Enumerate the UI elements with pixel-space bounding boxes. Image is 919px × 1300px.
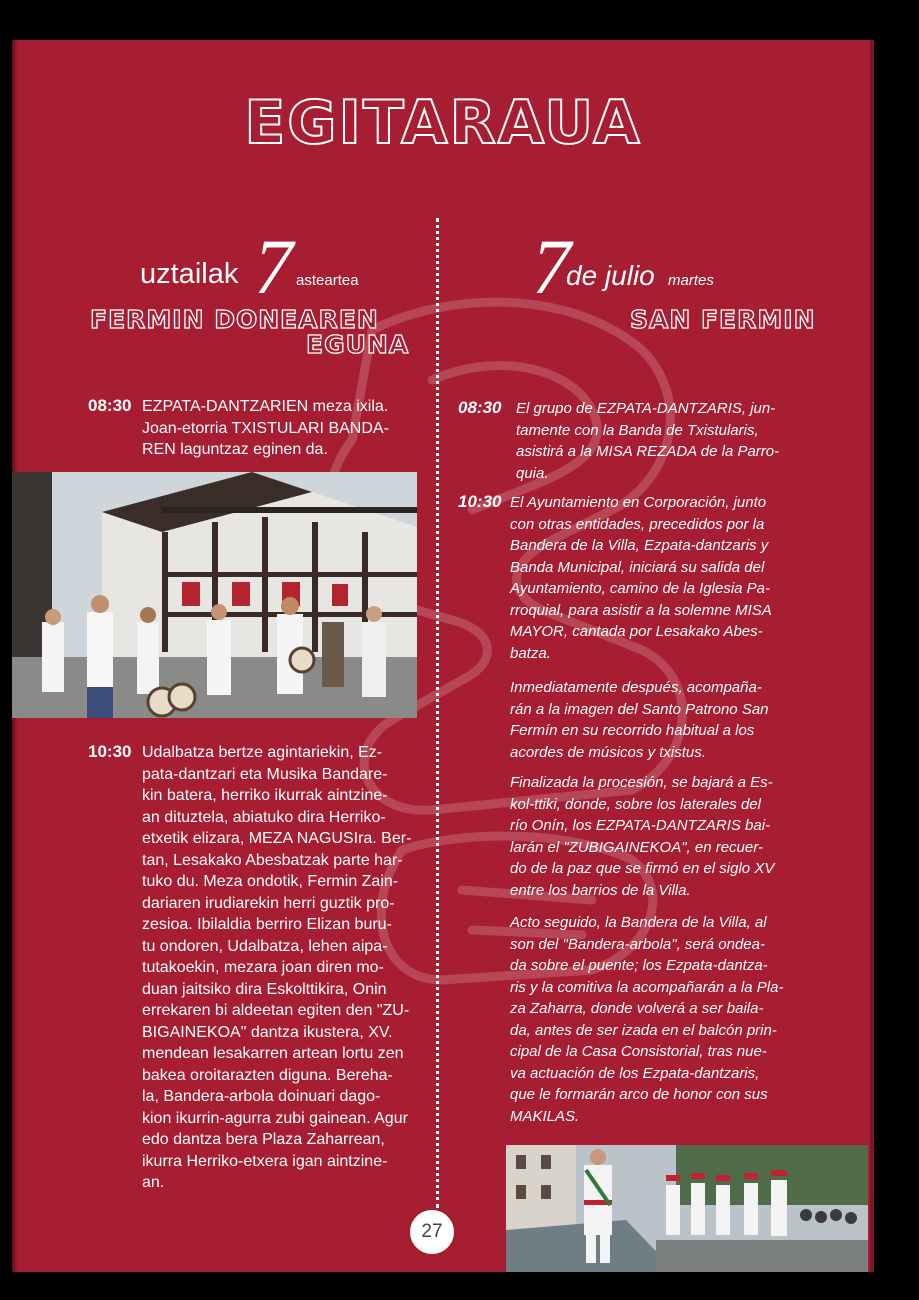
paragraph <box>510 912 798 1127</box>
text-line: río Onín, los EZPATA-DANTZARIS bai- <box>510 817 771 834</box>
text-line: quia. <box>516 464 549 482</box>
text-line: da, antes de ser izada en el balcón prin- <box>510 1021 777 1039</box>
text-line: la, Bandera-arbola doinuari dago- <box>142 1088 381 1105</box>
text-line: El grupo de EZPATA-DANTZARIS, jun- <box>516 400 776 417</box>
event-time: 08:30 <box>458 398 502 417</box>
weekday-label: asteartea <box>296 272 359 289</box>
text-line: batza. <box>510 644 551 662</box>
event-description <box>516 398 798 484</box>
text-line: ikurra Herriko-etxera igan aintzine- <box>142 1152 388 1170</box>
text-line: tan, Lesakako Abesbatzak parte har- <box>142 851 403 869</box>
day-number: 7 <box>254 223 293 310</box>
page-edge <box>870 40 874 1272</box>
text-line: mendean lesakarren artean lortu zen <box>142 1045 404 1062</box>
day-number-right: 7 <box>532 223 571 310</box>
text-line: kin batera, herriko ikurrak aintzine- <box>142 787 388 804</box>
right-date-header <box>532 223 772 310</box>
left-heading-line1: FERMIN DONEAREN <box>90 305 379 334</box>
text-line: pata-dantzari eta Musika Bandare- <box>142 765 388 783</box>
text-line: EZPATA-DANTZARIEN meza ixila. <box>142 398 389 415</box>
weekday-right: martes <box>668 272 714 289</box>
text-line: bakea oroitarazten diguna. Bereha- <box>142 1066 393 1084</box>
text-line: acordes de músicos y txistus. <box>510 743 706 761</box>
text-line: etxetik elizara, MEZA NAGUSIra. Ber- <box>142 830 412 847</box>
text-line: tu ondoren, Udalbatza, lehen aipa- <box>142 937 388 955</box>
column-divider <box>436 218 439 1208</box>
left-date-header <box>140 223 400 310</box>
text-line: rroquial, para asistir a la solemne MISA <box>510 601 772 619</box>
text-line: que le formarán arco de honor con sus <box>510 1086 768 1103</box>
text-line: Fermín en su recorrido habitual a los <box>510 722 755 739</box>
text-line: va actuación de los Ezpata-dantzaris, <box>510 1064 760 1082</box>
text-line: an. <box>142 1174 165 1191</box>
text-line: El Ayuntamiento en Corporación, junto <box>510 494 767 511</box>
text-line: Ayuntamiento, camino de la Iglesia Pa- <box>510 580 771 597</box>
left-heading-line2: EGUNA <box>306 330 410 359</box>
text-line: an dituztela, abiatuko dira Herriko- <box>142 808 386 826</box>
paragraph <box>510 677 798 763</box>
text-line: tuko du. Meza ondotik, Fermin Zain- <box>142 873 399 890</box>
text-line: entre los barrios de la Villa. <box>510 881 691 899</box>
text-line: dariaren irudiarekin herri guztik pro- <box>142 894 395 912</box>
text-line: asistirá a la MISA REZADA de la Parro- <box>516 443 780 460</box>
text-line: REN laguntzaz eginen da. <box>142 441 328 458</box>
text-line: con otras entidades, precedidos por la <box>510 515 765 533</box>
text-line: zesioa. Ibilaldia berriro Elizan buru- <box>142 916 392 933</box>
photo-street-procession <box>12 472 417 718</box>
text-line: kol-ttiki, donde, sobre los laterales del <box>510 795 761 813</box>
text-line: Joan-etorria TXISTULARI BANDA- <box>142 419 389 437</box>
text-line: Acto seguido, la Bandera de la Villa, al <box>510 914 767 931</box>
date-text: de julio <box>566 260 655 291</box>
text-line: errekaren bi aldeetan egiten den "ZU- <box>142 1002 410 1019</box>
text-line: son del "Bandera-arbola", será ondea- <box>510 935 765 953</box>
photo-dancers-river <box>506 1145 868 1272</box>
event-time: 10:30 <box>458 492 502 511</box>
text-line: Udalbatza bertze agintariekin, Ez- <box>142 744 383 761</box>
text-line: tamente con la Banda de Txistularis, <box>516 421 759 439</box>
event-description <box>510 492 798 664</box>
page-title: EGITARAUA <box>244 88 642 158</box>
event-description <box>142 742 414 1194</box>
text-line: tutakoekin, mezara joan diren mo- <box>142 959 384 976</box>
text-line: da sobre el puente; los Ezpata-dantza- <box>510 957 768 974</box>
text-line: duan jaitsiko dira Eskolttikira, Onin <box>142 980 387 998</box>
event-description <box>142 396 416 461</box>
text-line: kion ikurrin-agurra zubi gainean. Agur <box>142 1109 408 1127</box>
text-line: Inmediatamente después, acompaña- <box>510 679 762 696</box>
text-line: larán el "ZUBIGAINEKOA", en recuer- <box>510 838 763 856</box>
text-line: Bandera de la Villa, Ezpata-dantzaris y <box>510 537 769 554</box>
text-line: za Zaharra, donde volverá a ser baila- <box>510 1000 764 1017</box>
text-line: ris y la comitiva la acompañarán a la Pla- <box>510 978 784 996</box>
text-line: edo dantza bera Plaza Zaharrean, <box>142 1131 385 1148</box>
text-line: Finalizada la procesión, se bajará a Es- <box>510 774 773 791</box>
text-line: BIGAINEKOA" dantza ikustera, XV. <box>142 1023 393 1041</box>
text-line: do de la paz que se firmó en el siglo XV <box>510 860 775 877</box>
event-time: 10:30 <box>88 742 132 761</box>
text-line: cipal de la Casa Consistorial, tras nue- <box>510 1043 767 1060</box>
page-number: 27 <box>410 1210 454 1254</box>
month-label: uztailak <box>140 258 239 290</box>
paragraph <box>510 772 798 901</box>
text-line: rán a la imagen del Santo Patrono San <box>510 700 769 718</box>
text-line: Banda Municipal, iniciará su salida del <box>510 558 765 576</box>
text-line: MAYOR, cantada por Lesakako Abes- <box>510 623 763 640</box>
event-time: 08:30 <box>88 396 132 415</box>
magazine-page <box>12 40 874 1272</box>
right-heading: SAN FERMIN <box>630 305 816 334</box>
text-line: MAKILAS. <box>510 1107 580 1125</box>
